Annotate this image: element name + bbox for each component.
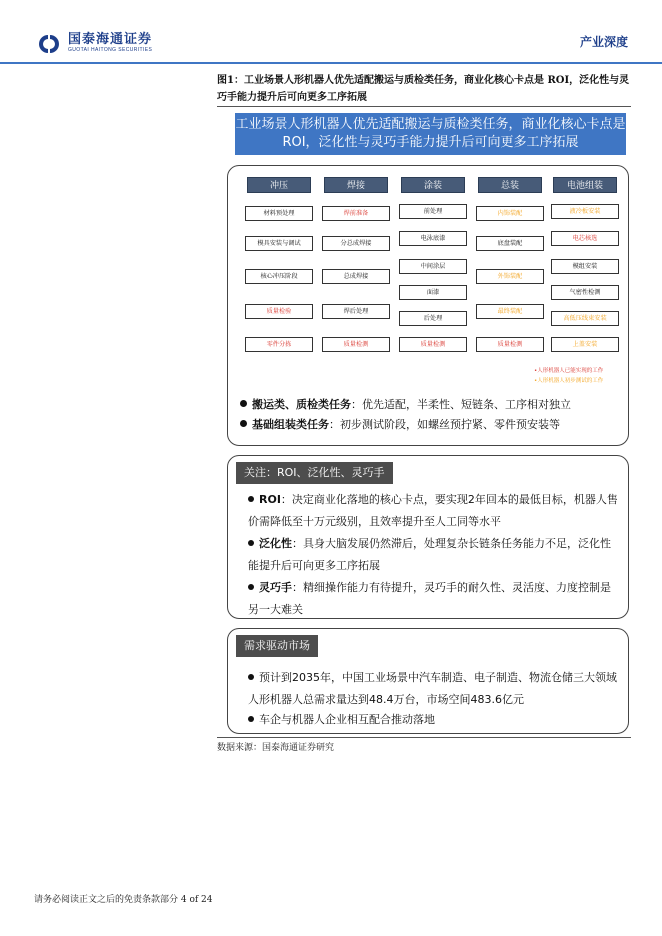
task-box: 核心冲压阶段 [245,269,313,284]
task-box: 最终装配 [476,304,544,319]
focus-item-bold: ROI [259,493,281,506]
data-source: 数据来源：国泰海通证券研究 [217,743,335,753]
caption-divider [217,106,631,107]
process-column [396,177,471,348]
task-box: 液冷板安装 [551,204,619,219]
focus-item-dexterous-hand [248,577,618,621]
task-box: 总成焊接 [322,269,390,284]
task-box: 材料预处理 [245,206,313,221]
task-box: 外饰装配 [476,269,544,284]
bullet-dot [240,400,247,407]
bullet-bold: 基础组装类任务 [252,418,329,431]
task-box: 焊前准备 [322,206,390,221]
header-divider [0,62,662,64]
demand-item-text: 车企与机器人企业相互配合推动落地 [259,713,435,726]
focus-item-text: ：具身大脑发展仍然滞后，处理复杂长链条任务能力不足，泛化性能提升后可向更多工序拓展 [248,537,611,572]
column-header: 电池组装 [553,177,617,193]
figure-banner: 工业场景人形机器人优先适配搬运与质检类任务，商业化核心卡点是ROI，泛化性与灵巧手能力提升后可向更多工序拓展 [235,113,626,155]
task-box: 零件分拣 [245,337,313,352]
bullet-dot [248,584,254,590]
focus-item-bold: 泛化性 [259,537,292,550]
process-column [548,177,623,348]
task-box: 内饰装配 [476,206,544,221]
process-column [319,177,394,348]
column-header: 焊接 [324,177,388,193]
company-logo [38,33,152,54]
column-header: 总装 [478,177,542,193]
task-box: 高低压线束安装 [551,311,619,326]
task-box: 质量检测 [322,337,390,352]
focus-panel [227,455,629,619]
task-box: 后处理 [399,311,467,326]
task-box: 焊后处理 [322,304,390,319]
panel-bullet-1 [240,398,571,412]
task-box: 面漆 [399,285,467,300]
task-box: 分总成焊接 [322,236,390,251]
task-box: 底盘装配 [476,236,544,251]
task-box: 气密性检测 [551,285,619,300]
column-header: 涂装 [401,177,465,193]
focus-tag: 关注：ROI、泛化性、灵巧手 [236,462,393,484]
task-box: 质量检验 [245,304,313,319]
task-box: 电芯核选 [551,231,619,246]
legend-testing: •人形机器人初步测试的工作 [534,378,604,384]
column-header: 冲压 [247,177,311,193]
logo-text-en: GUOTAI HAITONG SECURITIES [68,47,153,53]
bullet-text: ：优先适配，半柔性、短链条、工序相对独立 [351,398,571,411]
footer-disclaimer: 请务必阅读正文之后的免责条款部分 4 of 24 [34,895,213,905]
panel-bullet-2 [240,418,560,432]
focus-item-roi [248,489,618,533]
figure-caption: 图1：工业场景人形机器人优先适配搬运与质检类任务，商业化核心卡点是 ROI，泛化性与灵巧手能力提升后可向更多工序拓展 [217,75,630,103]
focus-item-text: ：精细操作能力有待提升，灵巧手的耐久性、灵活度、力度控制是另一大难关 [248,581,611,616]
bullet-dot [248,496,254,502]
source-divider [217,737,631,738]
task-box: 模具安装与调试 [245,236,313,251]
task-box: 中间涂层 [399,259,467,274]
bullet-dot [248,716,254,722]
legend-deployed: •人形机器人已能实现的工作 [534,368,604,374]
task-box: 模组安装 [551,259,619,274]
task-box: 前处理 [399,204,467,219]
process-column [473,177,548,348]
demand-item-text: 预计到2035年，中国工业场景中汽车制造、电子制造、物流仓储三大领域人形机器人总需求量达到48.4万台，市场空间483.6亿元 [248,671,617,706]
bullet-bold: 搬运类、质检类任务 [252,398,351,411]
task-box: 电泳底漆 [399,231,467,246]
task-box: 质量检测 [399,337,467,352]
bullet-dot [248,540,254,546]
focus-item-bold: 灵巧手 [259,581,292,594]
demand-panel [227,628,629,734]
bullet-dot [240,420,247,427]
process-panel [227,165,629,446]
demand-item-forecast [248,667,618,711]
bullet-dot [248,674,254,680]
task-box: 上盖安装 [551,337,619,352]
process-column [242,177,317,348]
report-type-label: 产业深度 [579,35,628,49]
focus-item-generalization [248,533,618,577]
focus-item-text: ：决定商业化落地的核心卡点，要实现2年回本的最低目标，机器人售价需降低至十万元级别，且效率提升至人工同等水平 [248,493,618,528]
task-box: 质量检测 [476,337,544,352]
logo-icon [38,34,62,54]
logo-text-cn: 国泰海通证券 [68,32,153,47]
demand-item-cooperation [248,709,618,731]
demand-tag: 需求驱动市场 [236,635,318,657]
bullet-text: ：初步测试阶段，如螺丝预拧紧、零件预安装等 [329,418,560,431]
